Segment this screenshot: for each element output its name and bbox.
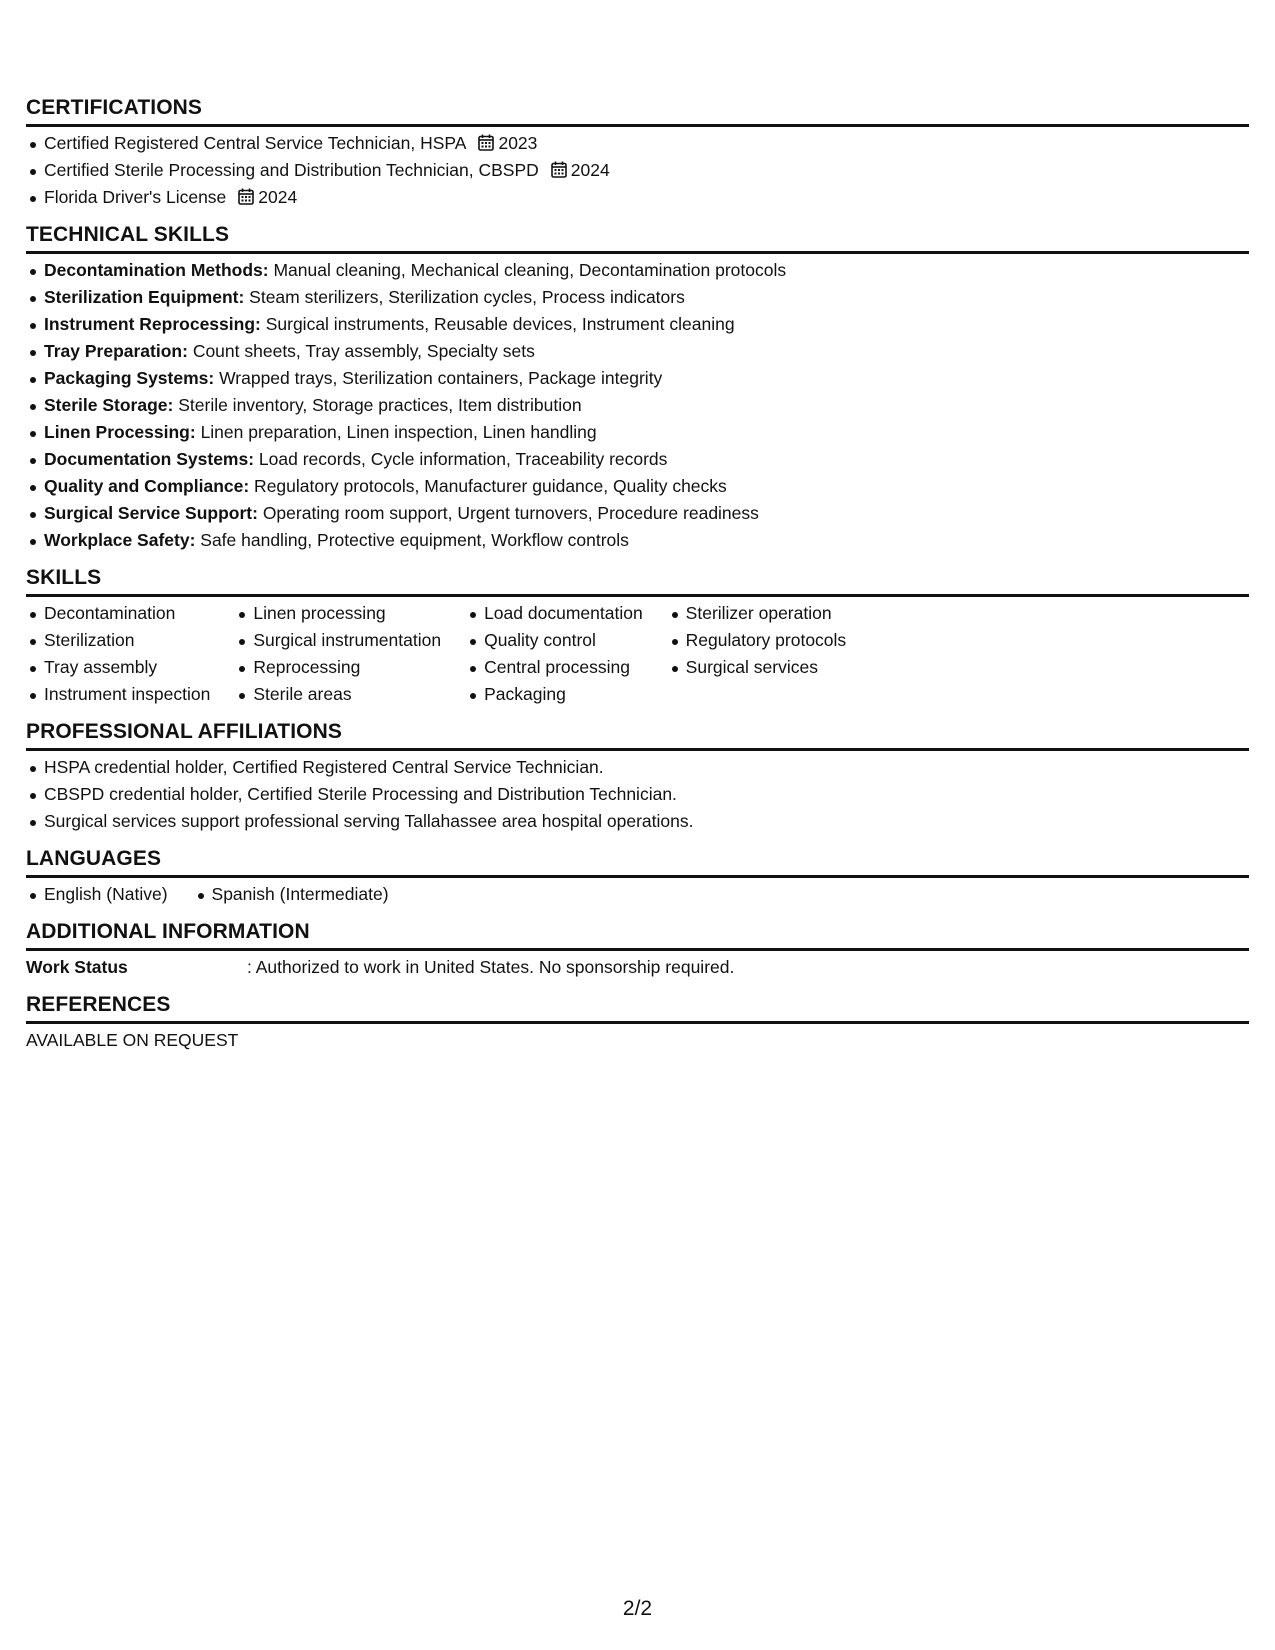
technical-skill-text: Manual cleaning, Mechanical cleaning, Decontamination protocols	[268, 260, 787, 280]
work-status-label: Work Status	[26, 957, 128, 977]
skills-column	[668, 600, 847, 708]
certification-name: Certified Sterile Processing and Distribution Technician, CBSPD	[44, 160, 539, 180]
technical-skill-item	[26, 473, 1249, 500]
certification-name: Florida Driver's License	[44, 187, 227, 207]
technical-skill-text: Wrapped trays, Sterilization containers, Package integrity	[214, 368, 663, 388]
language-item: Spanish (Intermediate)	[194, 881, 389, 908]
technical-skill-text: Steam sterilizers, Sterilization cycles, Process indicators	[244, 287, 685, 307]
section-divider	[26, 948, 1249, 951]
affiliation-item: CBSPD credential holder, Certified Sterile Processing and Distribution Technician.	[26, 781, 1249, 808]
technical-skill-text: Operating room support, Urgent turnovers, Procedure readiness	[257, 503, 759, 523]
technical-skill-item	[26, 527, 1249, 554]
certification-name: Certified Registered Central Service Technician, HSPA	[44, 133, 467, 153]
work-status-value: : Authorized to work in United States. No sponsorship required.	[247, 957, 735, 977]
references-text: AVAILABLE ON REQUEST	[26, 1030, 239, 1050]
section-divider	[26, 875, 1249, 878]
technical-skill-text: Load records, Cycle information, Traceability records	[254, 449, 668, 469]
languages-heading: LANGUAGES	[26, 847, 162, 870]
technical-skill-label: Tray Preparation:	[44, 341, 188, 361]
technical-skill-label: Sterile Storage:	[44, 395, 174, 415]
skill-item: Central processing	[466, 654, 643, 681]
technical-skill-item	[26, 446, 1249, 473]
skill-item: Load documentation	[466, 600, 643, 627]
certification-year: 2024	[258, 187, 298, 207]
certifications-heading: CERTIFICATIONS	[26, 96, 203, 119]
languages-section	[26, 846, 1249, 908]
skill-item: Reprocessing	[235, 654, 441, 681]
skill-item: Instrument inspection	[26, 681, 210, 708]
skill-item: Sterilizer operation	[668, 600, 847, 627]
technical-skills-section	[26, 222, 1249, 554]
skill-item: Regulatory protocols	[668, 627, 847, 654]
resume-page	[26, 95, 1249, 1065]
affiliations-section	[26, 719, 1249, 835]
technical-skill-label: Documentation Systems:	[44, 449, 255, 469]
section-divider	[26, 594, 1249, 597]
calendar-icon	[478, 134, 494, 151]
languages-list	[26, 881, 1249, 908]
skills-section	[26, 565, 1249, 708]
additional-information-section	[26, 919, 1249, 981]
technical-skill-item	[26, 365, 1249, 392]
section-divider	[26, 1021, 1249, 1024]
technical-skill-item	[26, 257, 1249, 284]
skills-grid	[26, 600, 1249, 708]
certification-item	[26, 157, 1249, 184]
calendar-icon	[551, 161, 567, 178]
skill-item: Packaging	[466, 681, 643, 708]
skill-item: Surgical services	[668, 654, 847, 681]
technical-skill-text: Linen preparation, Linen inspection, Linen handling	[195, 422, 597, 442]
calendar-icon	[238, 188, 254, 205]
skills-heading: SKILLS	[26, 566, 102, 589]
technical-skills-list	[26, 257, 1249, 554]
page-number: 2/2	[622, 1597, 653, 1620]
technical-skills-heading: TECHNICAL SKILLS	[26, 223, 230, 246]
work-status-row	[26, 954, 1249, 981]
skill-item: Sterile areas	[235, 681, 441, 708]
certification-year: 2023	[498, 133, 538, 153]
certifications-list	[26, 130, 1249, 211]
technical-skill-item	[26, 284, 1249, 311]
certification-item	[26, 184, 1249, 211]
certification-item	[26, 130, 1249, 157]
skill-item: Decontamination	[26, 600, 210, 627]
skills-column	[235, 600, 441, 708]
technical-skill-item	[26, 419, 1249, 446]
skill-item: Tray assembly	[26, 654, 210, 681]
references-section	[26, 992, 1249, 1054]
skill-item: Sterilization	[26, 627, 210, 654]
technical-skill-label: Workplace Safety:	[44, 530, 196, 550]
certifications-section	[26, 95, 1249, 211]
references-heading: REFERENCES	[26, 993, 171, 1016]
skill-item: Linen processing	[235, 600, 441, 627]
language-item: English (Native)	[26, 881, 168, 908]
technical-skill-text: Count sheets, Tray assembly, Specialty sets	[187, 341, 535, 361]
affiliations-list	[26, 754, 1249, 835]
skills-column	[26, 600, 210, 708]
language-column	[194, 881, 389, 908]
skill-item: Surgical instrumentation	[235, 627, 441, 654]
technical-skill-item	[26, 500, 1249, 527]
technical-skill-label: Decontamination Methods:	[44, 260, 269, 280]
section-divider	[26, 251, 1249, 254]
affiliation-item: HSPA credential holder, Certified Registered Central Service Technician.	[26, 754, 1249, 781]
technical-skill-label: Sterilization Equipment:	[44, 287, 245, 307]
technical-skill-label: Packaging Systems:	[44, 368, 215, 388]
additional-information-heading: ADDITIONAL INFORMATION	[26, 920, 310, 943]
skill-item: Quality control	[466, 627, 643, 654]
technical-skill-text: Surgical instruments, Reusable devices, Instrument cleaning	[260, 314, 735, 334]
technical-skill-label: Quality and Compliance:	[44, 476, 250, 496]
language-column	[26, 881, 168, 908]
technical-skill-text: Regulatory protocols, Manufacturer guidance, Quality checks	[249, 476, 727, 496]
technical-skill-label: Instrument Reprocessing:	[44, 314, 261, 334]
section-divider	[26, 748, 1249, 751]
technical-skill-label: Surgical Service Support:	[44, 503, 258, 523]
technical-skill-text: Safe handling, Protective equipment, Workflow controls	[195, 530, 629, 550]
section-divider	[26, 124, 1249, 127]
affiliations-heading: PROFESSIONAL AFFILIATIONS	[26, 720, 342, 743]
technical-skill-item	[26, 338, 1249, 365]
skills-column	[466, 600, 643, 708]
technical-skill-item	[26, 392, 1249, 419]
technical-skill-text: Sterile inventory, Storage practices, Item distribution	[173, 395, 582, 415]
certification-year: 2024	[570, 160, 610, 180]
affiliation-item: Surgical services support professional serving Tallahassee area hospital operations.	[26, 808, 1249, 835]
technical-skill-item	[26, 311, 1249, 338]
technical-skill-label: Linen Processing:	[44, 422, 196, 442]
